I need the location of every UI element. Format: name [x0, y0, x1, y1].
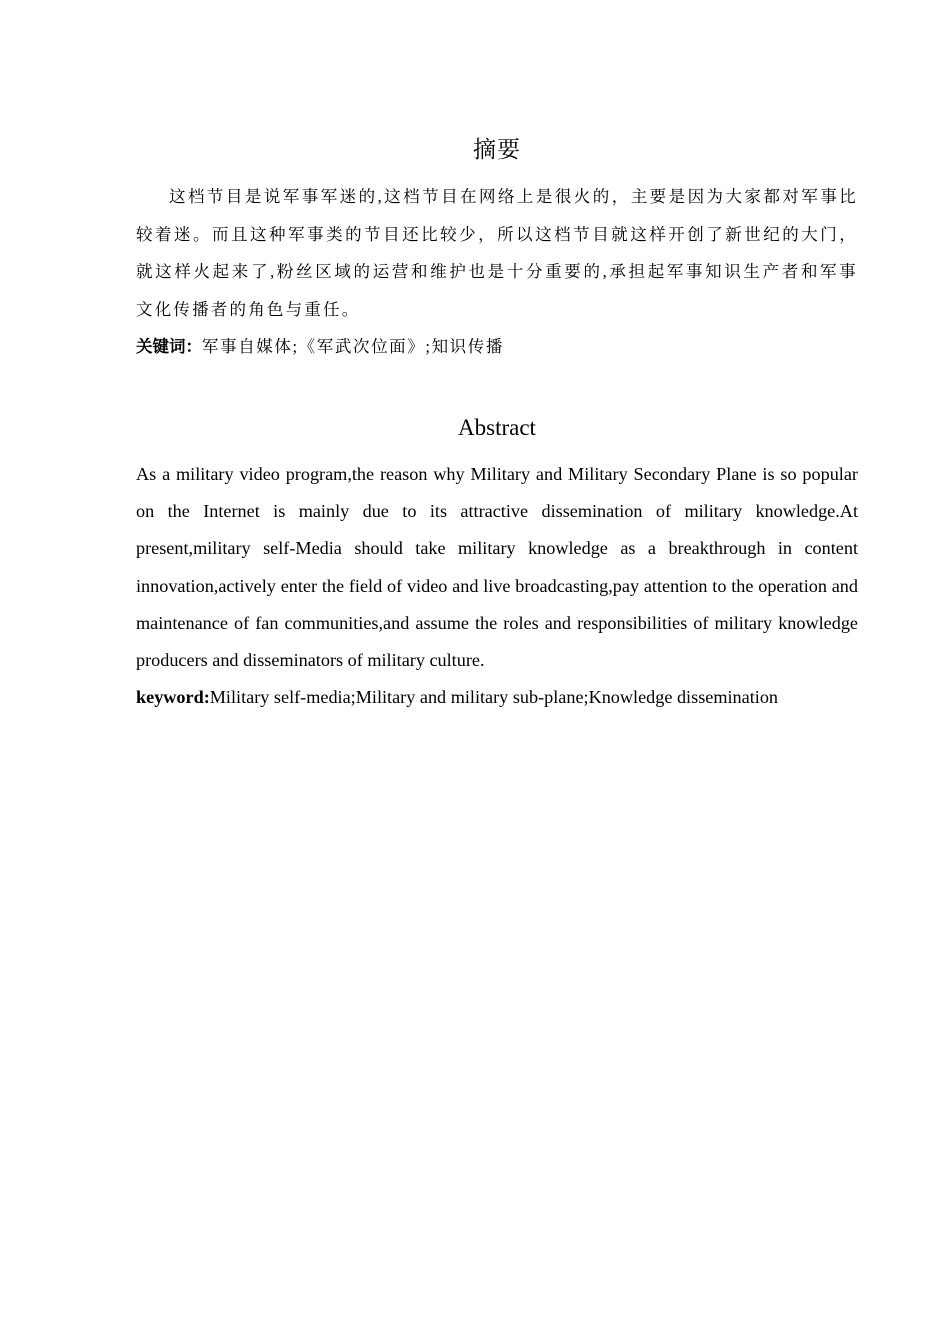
chinese-keywords-line [136, 330, 858, 364]
english-keyword-label: keyword: [136, 687, 210, 708]
english-keywords-line [136, 679, 858, 715]
english-keyword-list: Military self-media;Military and military sub-plane;Knowledge dissemination [209, 687, 779, 708]
page-content [136, 130, 858, 715]
chinese-keyword-label: 关键词： [136, 338, 202, 356]
chinese-abstract-title: 摘要 [473, 137, 521, 162]
chinese-abstract-body: 这档节目是说军事军迷的,这档节目在网络上是很火的，主要是因为大家都对军事比较着迷。而且这种军事类的节目还比较少，所以这档节目就这样开创了新世纪的大门，就这样火起来了,粉丝区域的运营和维护也是十分重要的,承担起军事知识生产者和军事文化传播者的角色与重任。 [136, 187, 858, 319]
chinese-keyword-list: 军事自媒体;《军武次位面》;知识传播 [202, 337, 504, 356]
english-abstract-title: Abstract [458, 415, 536, 440]
english-abstract-body: As a military video program,the reason why Military and Military Secondary Plane is so popular on the Internet is mainly due to its attractive dissemination of military knowledge.At present,military self-Media should take military knowledge as a breakthrough in content innovation,actively enter the field of video and live broadcasting,pay attention to the operation and maintenance of fan communities,and assume the roles and responsibilities of military knowledge producers and disseminators of military culture. [136, 464, 858, 671]
